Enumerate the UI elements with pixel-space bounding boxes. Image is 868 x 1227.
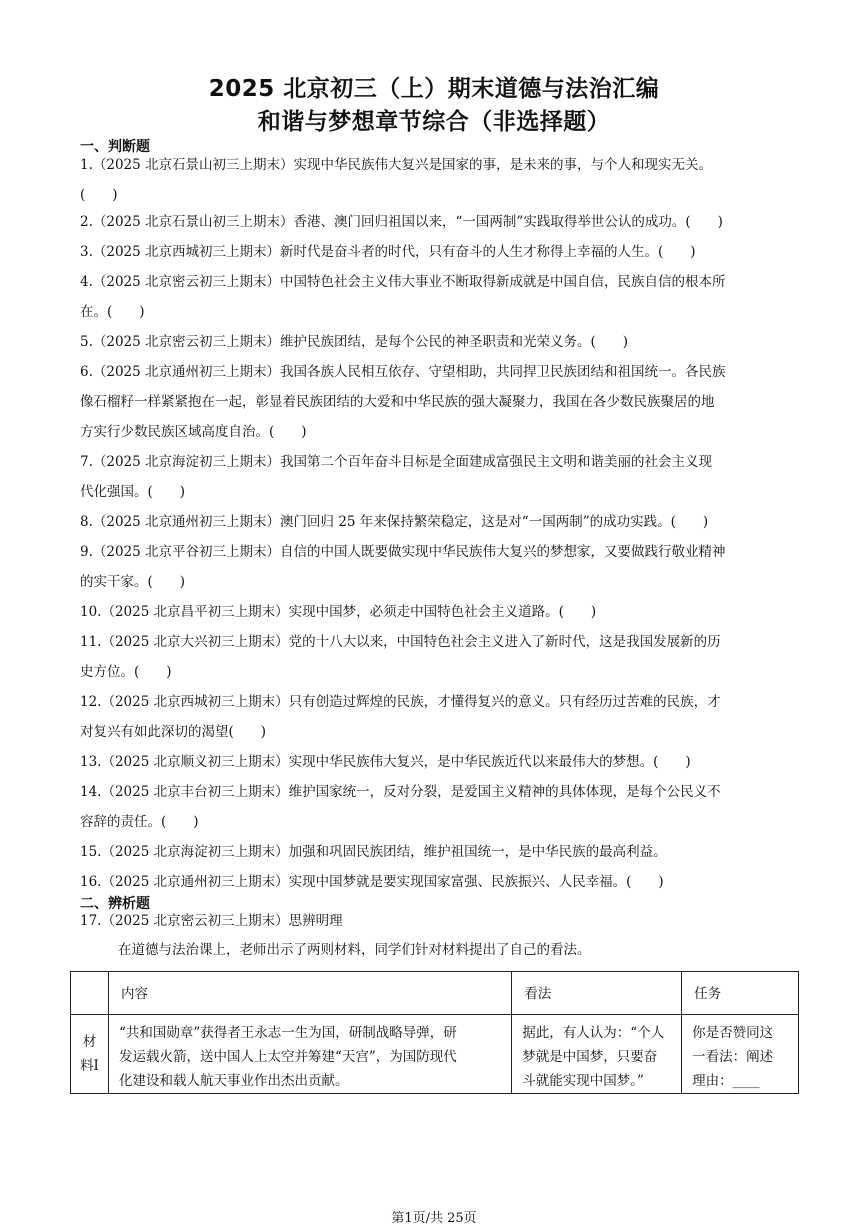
question-5 [80, 327, 792, 357]
question-text: 14.（2025 北京丰台初三上期末）维护国家统一，反对分裂，是爱国主义精神的具体体现，是每个公民义不 [80, 784, 721, 800]
question-text: 15.（2025 北京海淀初三上期末）加强和巩固民族团结，维护祖国统一，是中华民族的最高利益。 [80, 844, 667, 860]
question-14 [80, 777, 792, 837]
question-text: 7.（2025 北京海淀初三上期末）我国第二个百年奋斗目标是全面建成富强民主文明和谐美丽的社会主义现 [80, 454, 713, 470]
table-row [71, 1015, 799, 1094]
question-text: 3.（2025 北京西城初三上期末）新时代是奋斗者的时代，只有奋斗的人生才称得上幸福的人生。( ) [80, 244, 696, 260]
question-text: 8.（2025 北京通州初三上期末）澳门回归 25 年来保持繁荣稳定，这是对“一国两制”的成功实践。( ) [80, 514, 709, 530]
question-text: 对复兴有如此深切的渴望( ) [80, 724, 267, 740]
question-text: 10.（2025 北京昌平初三上期末）实现中国梦，必须走中国特色社会主义道路。( ) [80, 604, 597, 620]
question-text: 在。( ) [80, 304, 145, 320]
cell-line: 你是否赞同这 [692, 1025, 774, 1041]
question-17 [80, 906, 792, 936]
question-text: 像石榴籽一样紧紧抱在一起，彰显着民族团结的大爱和中华民族的强大凝聚力，我国在各少数民族聚居的地 [80, 394, 715, 410]
material-table [70, 971, 799, 1094]
row-label: 材料Ⅰ [71, 1015, 109, 1094]
view-cell [512, 1015, 682, 1094]
document-title: 2025 北京初三（上）期末道德与法治汇编 [208, 76, 660, 102]
cell-line: 发运载火箭，送中国人上太空并筹建“天宫”，为国防现代 [118, 1049, 457, 1065]
section-heading-true-false: 一、判断题 [80, 139, 150, 155]
cell-line: 化建设和载人航天事业作出杰出贡献。 [118, 1073, 349, 1089]
question-text: 16.（2025 北京通州初三上期末）实现中国梦就是要实现国家富强、民族振兴、人民幸福。( ) [80, 874, 664, 890]
question-text: 的实干家。( ) [80, 574, 186, 590]
question-2 [80, 207, 792, 237]
question-text: 17.（2025 北京密云初三上期末）思辨明理 [80, 913, 343, 929]
question-16 [80, 867, 792, 897]
question-text: 史方位。( ) [80, 664, 172, 680]
question-text: 6.（2025 北京通州初三上期末）我国各族人民相互依存、守望相助，共同捍卫民族团结和祖国统一。各民族 [80, 364, 726, 380]
cell-line: “共和国勋章”获得者王永志一生为国，研制战略导弹，研 [118, 1025, 457, 1041]
question-text: 9.（2025 北京平谷初三上期末）自信的中国人既要做实现中华民族伟大复兴的梦想家，又要做践行敬业精神 [80, 544, 726, 560]
question-15 [80, 837, 792, 867]
document-subtitle: 和谐与梦想章节综合（非选择题） [257, 109, 611, 135]
section-heading-analysis: 二、辨析题 [80, 896, 150, 912]
question-text: 代化强国。( ) [80, 484, 186, 500]
question-text: 11.（2025 北京大兴初三上期末）党的十八大以来，中国特色社会主义进入了新时代，这是我国发展新的历 [80, 634, 721, 650]
cell-line: 理由：____ [692, 1073, 760, 1089]
question-text: 容辞的责任。( ) [80, 814, 199, 830]
question-text: 13.（2025 北京顺义初三上期末）实现中华民族伟大复兴，是中华民族近代以来最伟大的梦想。( ) [80, 754, 691, 770]
table-header-cell: 任务 [682, 972, 799, 1015]
question-4 [80, 267, 792, 327]
table-header-cell [71, 972, 109, 1015]
question-intro: 在道德与法治课上，老师出示了两则材料，同学们针对材料提出了自己的看法。 [118, 942, 591, 958]
content-cell [108, 1015, 511, 1094]
question-11 [80, 627, 792, 687]
cell-line: 据此，有人认为：“个人 [522, 1025, 665, 1041]
question-text: ( ) [80, 187, 118, 203]
question-text: 5.（2025 北京密云初三上期末）维护民族团结，是每个公民的神圣职责和光荣义务。( ) [80, 334, 629, 350]
question-3 [80, 237, 792, 267]
table-header-row [71, 972, 799, 1015]
task-cell [682, 1015, 799, 1094]
question-7 [80, 447, 792, 507]
question-6 [80, 357, 792, 447]
question-12 [80, 687, 792, 747]
cell-line: 斗就能实现中国梦。” [522, 1073, 644, 1089]
question-text: 4.（2025 北京密云初三上期末）中国特色社会主义伟大事业不断取得新成就是中国自信，民族自信的根本所 [80, 274, 726, 290]
cell-line: 一看法：阐述 [692, 1049, 774, 1065]
question-text: 方实行少数民族区域高度自治。( ) [80, 424, 307, 440]
table-header-cell: 看法 [512, 972, 682, 1015]
question-8 [80, 507, 792, 537]
question-10 [80, 597, 792, 627]
question-13 [80, 747, 792, 777]
page-footer: 第1页/共 25页 [391, 1211, 477, 1226]
cell-line: 梦就是中国梦，只要奋 [522, 1049, 658, 1065]
table-header-cell: 内容 [108, 972, 511, 1015]
question-9 [80, 537, 792, 597]
question-text: 1.（2025 北京石景山初三上期末）实现中华民族伟大复兴是国家的事，是未来的事，与个人和现实无关。 [80, 157, 713, 173]
question-1 [80, 150, 792, 210]
question-text: 2.（2025 北京石景山初三上期末）香港、澳门回归祖国以来，“一国两制”实践取得举世公认的成功。( ) [80, 214, 723, 230]
question-text: 12.（2025 北京西城初三上期末）只有创造过辉煌的民族，才懂得复兴的意义。只有经历过苦难的民族，才 [80, 694, 721, 710]
